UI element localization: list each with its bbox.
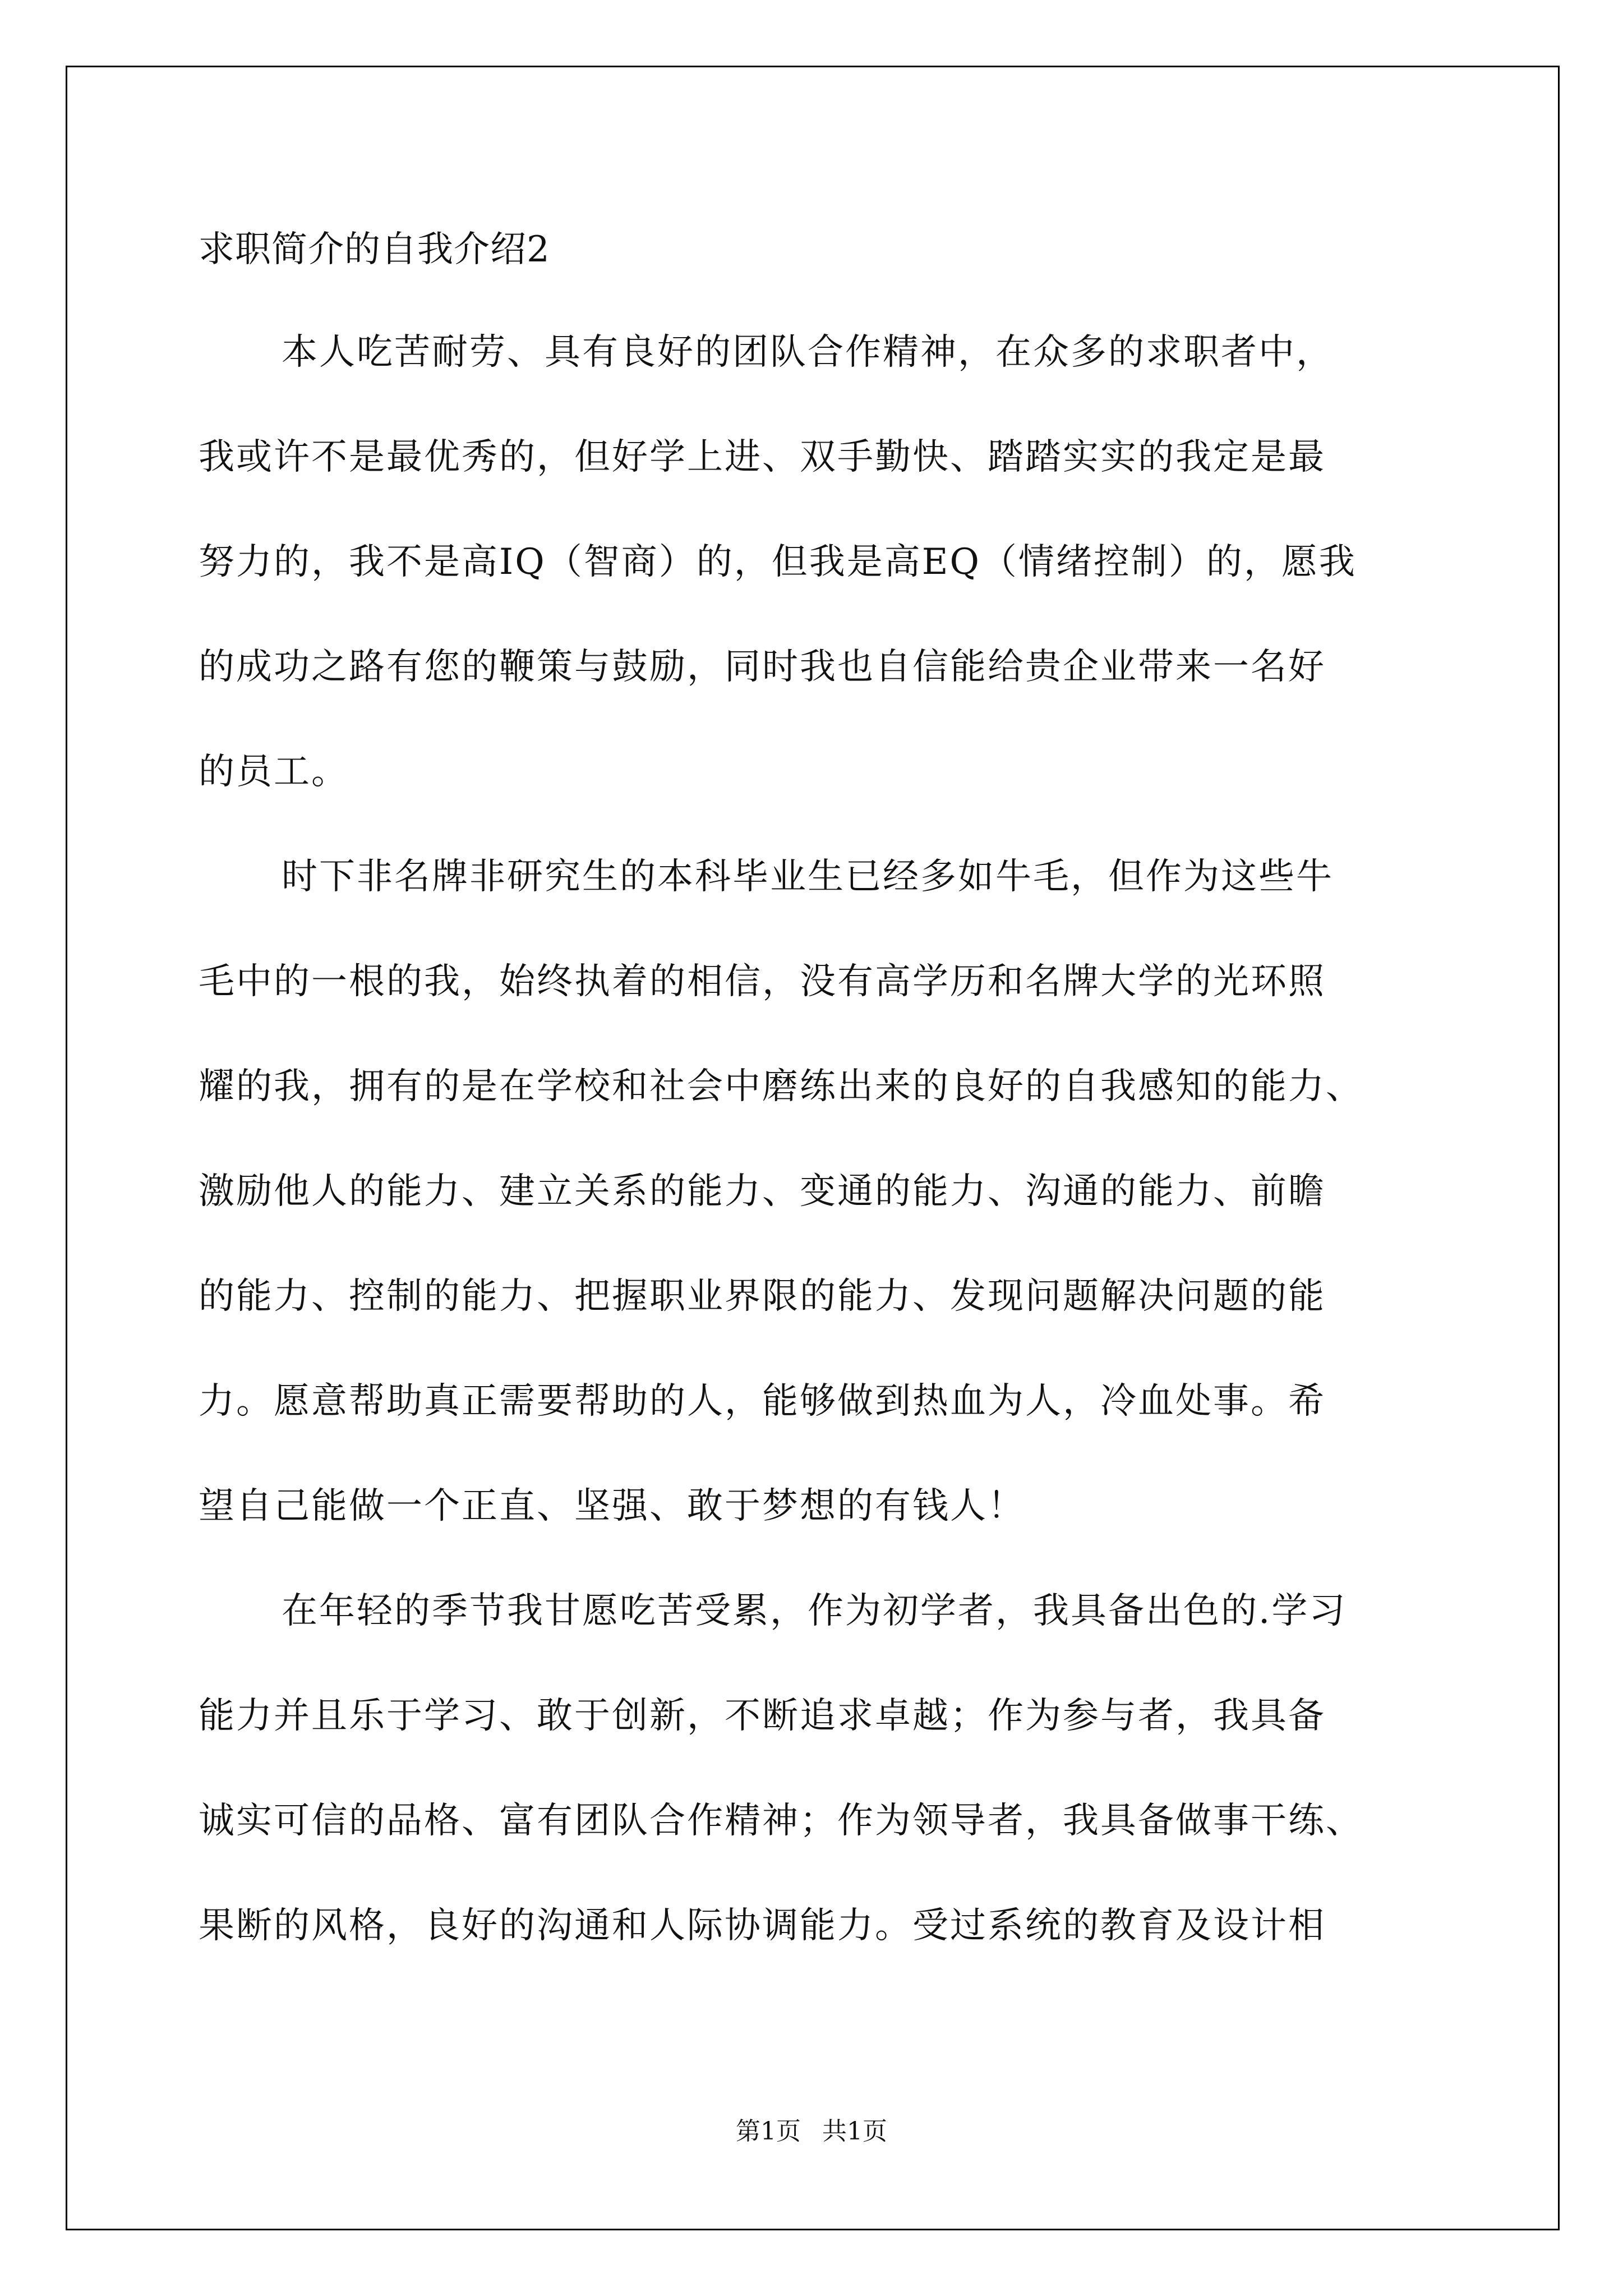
paragraph-line: 的成功之路有您的鞭策与鼓励，同时我也自信能给贵企业带来一名好: [199, 646, 1326, 688]
page-number: 第1页: [736, 2117, 801, 2146]
paragraph-line: 诚实可信的品格、富有团队合作精神；作为领导者，我具备做事干练、: [199, 1800, 1363, 1842]
paragraph-line: 努力的，我不是高IQ（智商）的，但我是高EQ（情绪控制）的，愿我: [199, 541, 1357, 583]
paragraph-line: 耀的我，拥有的是在学校和社会中磨练出来的良好的自我感知的能力、: [199, 1066, 1363, 1107]
paragraph-line: 的能力、控制的能力、把握职业界限的能力、发现问题解决问题的能: [199, 1276, 1326, 1317]
paragraph-line: 望自己能做一个正直、坚强、敢于梦想的有钱人！: [199, 1485, 1025, 1527]
paragraph-line: 在年轻的季节我甘愿吃苦受累，作为初学者，我具备出色的.学习: [282, 1590, 1347, 1632]
paragraph-line: 时下非名牌非研究生的本科毕业生已经多如牛毛，但作为这些牛: [282, 856, 1334, 898]
paragraph-line: 果断的风格，良好的沟通和人际协调能力。受过系统的教育及设计相: [199, 1905, 1326, 1947]
paragraph-line: 毛中的一根的我，始终执着的相信，没有高学历和名牌大学的光环照: [199, 961, 1326, 1002]
paragraph-line: 的员工。: [199, 751, 349, 793]
paragraph-line: 力。愿意帮助真正需要帮助的人，能够做到热血为人，冷血处事。希: [199, 1381, 1326, 1422]
paragraph-line: 本人吃苦耐劳、具有良好的团队合作精神，在众多的求职者中，: [282, 332, 1334, 373]
page-total: 共1页: [822, 2117, 887, 2146]
page-footer: [0, 2115, 1623, 2148]
paragraph-line: 能力并且乐于学习、敢于创新，不断追求卓越；作为参与者，我具备: [199, 1695, 1326, 1737]
document-title: 求职简介的自我介绍2: [199, 229, 550, 270]
paragraph-line: 激励他人的能力、建立关系的能力、变通的能力、沟通的能力、前瞻: [199, 1171, 1326, 1212]
paragraph-line: 我或许不是最优秀的，但好学上进、双手勤快、踏踏实实的我定是最: [199, 436, 1326, 478]
